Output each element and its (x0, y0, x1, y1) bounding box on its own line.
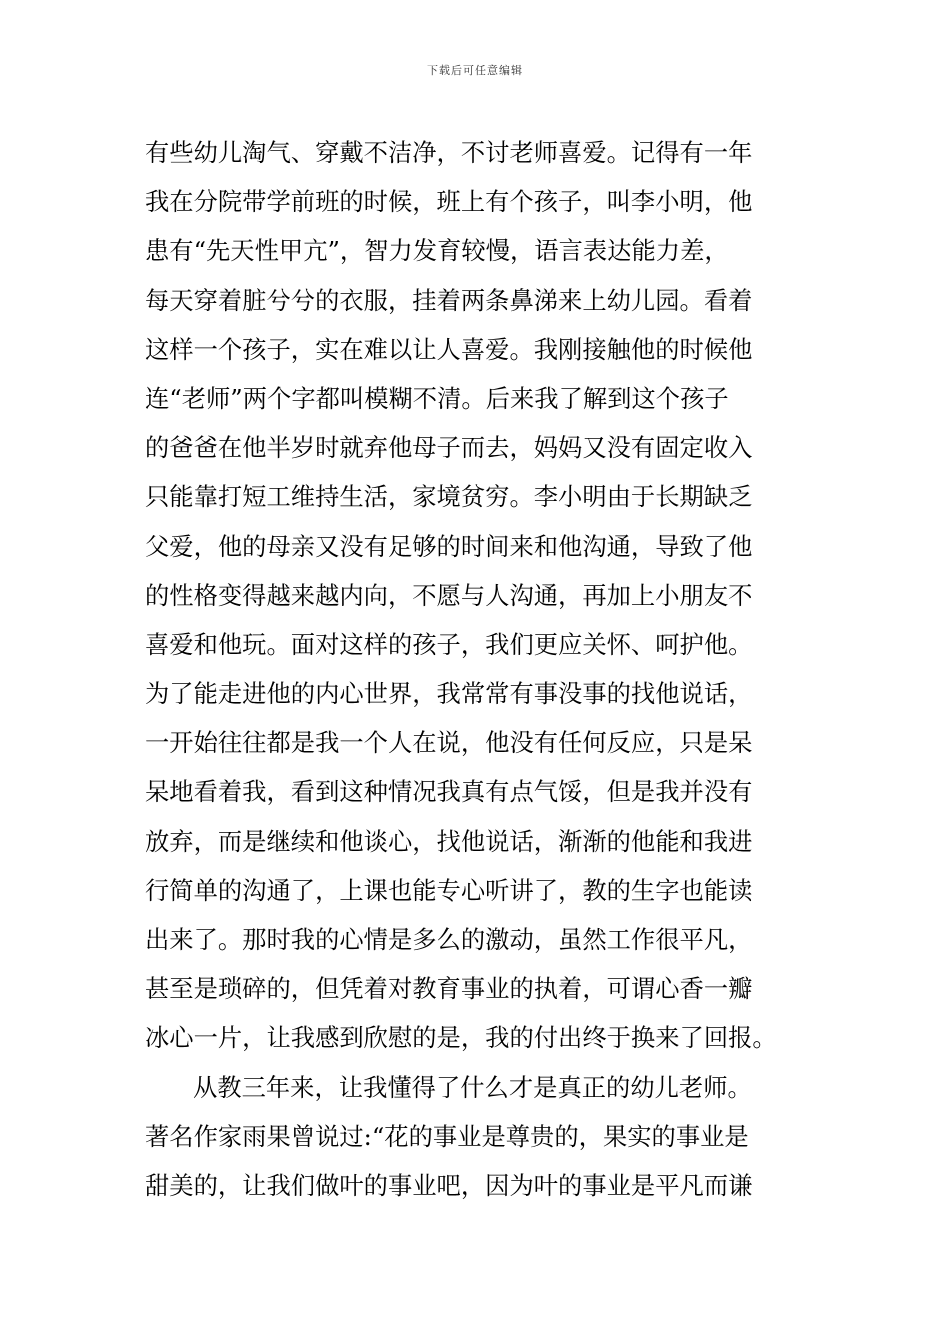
text-line: 的性格变得越来越内向，不愿与人沟通，再加上小朋友不 (145, 580, 753, 610)
text-line: 我在分院带学前班的时候，班上有个孩子，叫李小明，他 (145, 187, 753, 217)
text-line: 只能靠打短工维持生活，家境贫穷。李小明由于长期缺乏 (145, 482, 753, 512)
text-line: 甚至是琐碎的，但凭着对教育事业的执着，可谓心香一瓣 (145, 974, 753, 1004)
text-line: 甜美的，让我们做叶的事业吧，因为叶的事业是平凡而谦 (145, 1170, 753, 1200)
text-line: 患有“先天性甲亢”，智力发育较慢，语言表达能力差， (145, 236, 729, 266)
text-line: 行简单的沟通了，上课也能专心听讲了，教的生字也能读 (145, 875, 753, 905)
text-line: 喜爱和他玩。面对这样的孩子，我们更应关怀、呵护他。 (145, 629, 753, 659)
text-line: 的爸爸在他半岁时就弃他母子而去，妈妈又没有固定收入 (145, 433, 753, 463)
body-text (145, 128, 825, 1210)
text-line: 呆地看着我，看到这种情况我真有点气馁，但是我并没有 (145, 777, 753, 807)
text-line: 父爱，他的母亲又没有足够的时间来和他沟通，导致了他 (145, 531, 753, 561)
text-line: 每天穿着脏兮兮的衣服，挂着两条鼻涕来上幼儿园。看着 (145, 285, 753, 315)
page-header: 下载后可任意编辑 (427, 64, 523, 77)
text-line: 这样一个孩子，实在难以让人喜爱。我刚接触他的时候他 (145, 334, 753, 364)
text-line: 有些幼儿淘气、穿戴不洁净，不讨老师喜爱。记得有一年 (145, 138, 753, 167)
text-line: 出来了。那时我的心情是多么的激动，虽然工作很平凡， (145, 925, 753, 954)
text-line: 放弃，而是继续和他谈心，找他说话，渐渐的他能和我进 (145, 826, 753, 856)
text-line: 连“老师”两个字都叫模糊不清。后来我了解到这个孩子 (145, 383, 729, 413)
text-line: 冰心一片，让我感到欣慰的是，我的付出终于换来了回报。 (145, 1023, 777, 1053)
text-line: 一开始往往都是我一个人在说，他没有任何反应，只是呆 (145, 728, 753, 758)
text-line: 为了能走进他的内心世界，我常常有事没事的找他说话， (145, 679, 753, 709)
paragraph-start-line: 从教三年来，让我懂得了什么才是真正的幼儿老师。 (193, 1072, 752, 1102)
text-line: 著名作家雨果曾说过:“花的事业是尊贵的，果实的事业是 (145, 1121, 749, 1151)
